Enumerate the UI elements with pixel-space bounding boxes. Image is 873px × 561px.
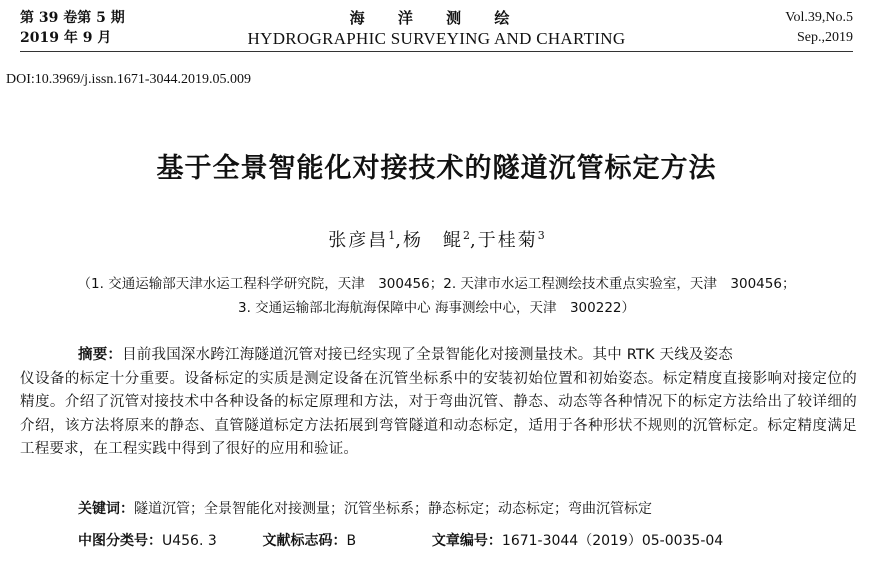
affiliation-line: （1. 交通运输部天津水运工程科学研究院，天津 300456；2. 天津市水运工程测绘技术重点实验室，天津 300456； [77,276,796,292]
author-affil-sup: 3 [537,229,545,242]
doc-code-value: B [346,533,357,549]
article-no-label: 文章编号： [431,533,502,549]
classification [78,530,858,550]
doc-code-label: 文献标志码： [262,533,347,549]
abstract-text: 目前我国深水跨江海隧道沉管对接已经实现了全景智能化对接测量技术。其中 RTK 天线及姿态 [122,347,734,363]
author-separator: , [470,230,478,251]
abstract-label: 摘要： [78,347,123,363]
keywords [78,498,652,518]
clc-label: 中图分类号： [78,533,162,549]
affiliations [0,272,873,320]
author-name: 张彦昌 [328,230,389,251]
author-name: 于桂菊 [477,230,538,251]
issue-cn: 第 39 卷第 5 期 [20,10,125,26]
abstract-text-cont: 仪设备的标定十分重要。设备标定的实质是测定设备在沉管坐标系中的安装初始位置和初始姿态。标定精度直接影响对接定位的精度。介绍了沉管对接技术中各种设备的标定原理和方法，对于弯曲沉管、静态、动态等各种情况下的标定方法给出了较详细的介绍，该方法将原来的静态、直管隧道标定方法拓展到弯管隧道和动态标定，适用于各种形状不规则的沉管标定。标定精度满足工程要求，在工程实践中得到了很好的应用和验证。 [20,370,857,457]
doi: DOI:10.3969/j.issn.1671-3044.2019.05.009 [6,72,251,87]
journal-name-cn: 海 洋 测 绘 [349,9,524,27]
date-cn: 2019 年 9 月 [20,30,112,46]
volume-en: Vol.39,No.5 [785,10,853,25]
header-right [785,8,853,48]
header-rule [20,51,853,52]
paper-title: 基于全景智能化对接技术的隧道沉管标定方法 [156,153,717,184]
affiliation-line: 3. 交通运输部北海航海保障中心 海事测绘中心，天津 300222） [238,300,635,316]
authors [0,226,873,252]
journal-header [20,8,853,50]
author-affil-sup: 1 [388,229,396,242]
author-name: 杨 鲲 [403,230,463,251]
author-affil-sup: 2 [463,229,470,242]
header-center [20,8,853,50]
author-separator: , [395,230,403,251]
abstract [20,344,857,462]
date-en: Sep.,2019 [797,30,853,45]
journal-name-en: HYDROGRAPHIC SURVEYING AND CHARTING [247,29,626,48]
keywords-text: 隧道沉管；全景智能化对接测量；沉管坐标系；静态标定；动态标定；弯曲沉管标定 [134,501,652,517]
article-no-value: 1671-3044（2019）05-0035-04 [501,533,724,549]
keywords-label: 关键词： [78,501,134,517]
clc-value: U456. 3 [162,533,217,549]
